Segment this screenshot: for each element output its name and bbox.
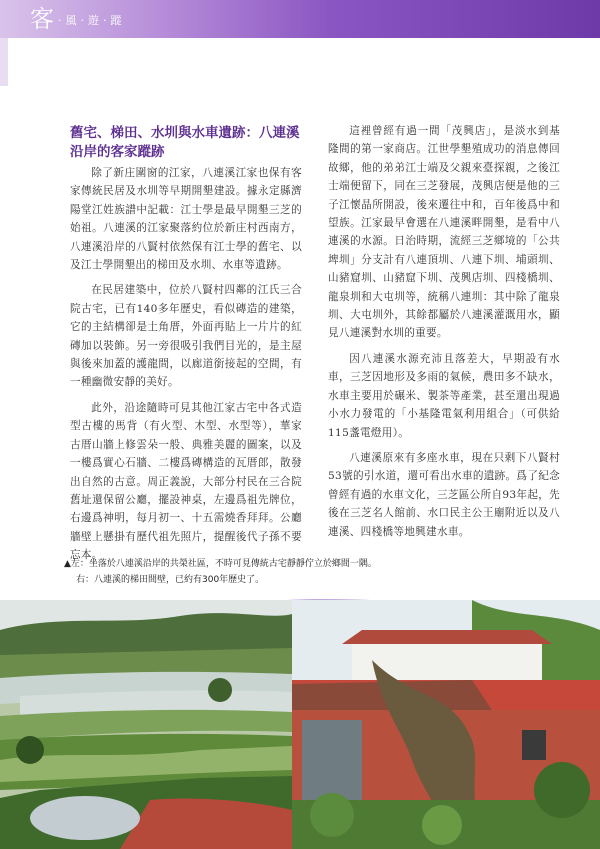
terraced-rice-fields-photo bbox=[0, 600, 292, 849]
article-title: 舊宅、梯田、水圳與水車遺跡：八連溪沿岸的客家蹤跡 bbox=[70, 125, 300, 160]
header-kicker: 客 bbox=[30, 5, 54, 33]
paragraph: 因八連溪水源充沛且落差大，早期設有水車，三芝因地形及多雨的氣候，農田多不缺水，水車主要用於碾米、製茶等產業，甚至還出現過小水力發電的「小基隆電氣利用組合」（可供給115盞電燈用）。 bbox=[328, 352, 560, 439]
photo-caption bbox=[64, 556, 504, 588]
article-left-column bbox=[70, 164, 302, 572]
article-right-column bbox=[328, 122, 560, 548]
header-section: ·風·遊·蹤 bbox=[58, 14, 126, 27]
caption-line-2: 右：八連溪的梯田間壁，已約有300年歷史了。 bbox=[76, 575, 265, 585]
side-tab bbox=[0, 38, 8, 86]
caption-line-1: ▲左：坐落於八連溪沿岸的共榮社區，不時可見傳統古宅靜靜佇立於鄉間一隅。 bbox=[64, 559, 377, 569]
paragraph: 八連溪原來有多座水車，現在只剩下八賢村53號的引水道，還可看出水車的遺跡。爲了紀念曾經有過的水車文化，三芝區公所自93年起，先後在三芝名人館前、水口民主公王廟附近以及八連溪、四棧橋等地興建水車。 bbox=[328, 451, 560, 538]
paragraph: 在民居建築中，位於八賢村四鄰的江氏三合院古宅，已有140多年歷史，看似磚造的建築，它的主結構卻是土角厝，外面再貼上一片片的紅磚加以裝飾。另一旁很吸引我們目光的，是主屋與後來加蓋的護龍間，以廊道銜接起的空間，有一種幽微安靜的美好。 bbox=[70, 284, 302, 389]
paragraph: 此外，沿途隨時可見其他江家古宅中各式造型古樓的馬背（有火型、木型、水型等），華家古厝山牆上修雲朵一般、典雅美麗的圖案，以及一樓爲實心石牆、二樓爲磚構造的瓦厝郎，散發出自然的古意。周正義說，大部分村民在三合院舊址還保留公廳，擺設神桌，左邊爲祖先牌位，右邊爲神明，每月初一、十五需燒香拜拜。公廳牆壁上懸掛有歷代祖先照片，提醒後代子孫不要忘本。 bbox=[70, 401, 302, 562]
page-header bbox=[0, 0, 600, 38]
brick-farmhouse-photo bbox=[292, 600, 600, 849]
paragraph: 這裡曾經有過一間「茂興店」，是淡水到基隆間的第一家商店。江世學墾殖成功的消息傳回故鄉，他的弟弟江士端及父親來臺探親，之後江士端便留下，同在三芝發展，茂興店便是他的三子江懷晶所開設，後來遷往中和，百年後爲中和望族。江家最早會選在八連溪畔開墾，是看中八連溪的水源。日治時期，流經三芝鄉境的「公共埤圳」分支計有八連頂圳、八連下圳、埔頭圳、山豬窟圳、山豬窟下圳、茂興店圳、四棧橋圳、龍泉圳和大屯圳等，統稱八連圳：其中除了龍泉圳、大屯圳外，其餘都屬於八連溪灌溉用水，顯見八連溪對水圳的重要。 bbox=[328, 125, 560, 340]
paragraph: 除了新庄圍窗的江家，八連溪江家也保有客家傳統民居及水圳等早期開墾建設。據永定縣濟陽堂江姓族譜中記載：江士學是最早開墾三芝的始祖。八連溪的江家聚落約位於新庄村西南方，八連溪沿岸的八賢村依然保有江士學的舊宅、以及江士學開墾出的梯田及水圳、水車等遺跡。 bbox=[70, 167, 302, 272]
